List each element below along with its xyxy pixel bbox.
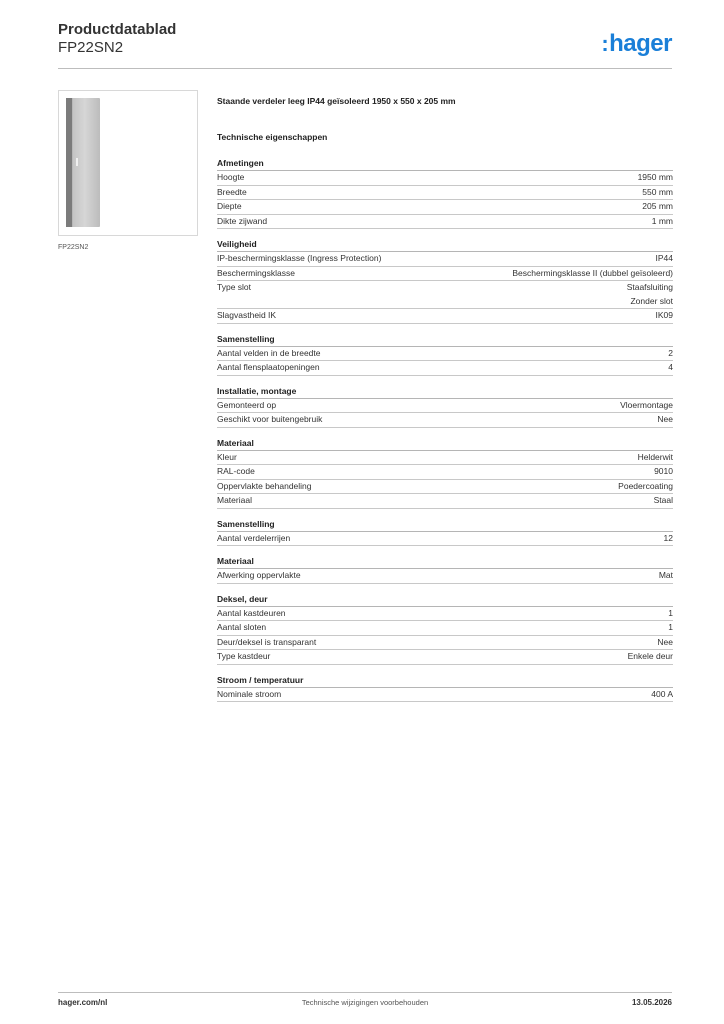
- cabinet-side-panel: [66, 98, 72, 227]
- logo-text: hager: [609, 30, 672, 57]
- spec-value: [668, 347, 673, 361]
- spec-row: [217, 186, 673, 201]
- spec-name: Geschikt voor buitengebruik: [217, 414, 323, 424]
- spec-name: Kleur: [217, 451, 237, 462]
- spec-name: Aantal flensplaatopeningen: [217, 362, 320, 372]
- footer-date: 13.05.2026: [631, 998, 672, 1007]
- spec-value: [656, 252, 674, 266]
- spec-value: [664, 532, 673, 546]
- spec-row: [217, 252, 673, 267]
- spec-value: [654, 465, 673, 479]
- spec-value-line: 205 mm: [642, 201, 673, 211]
- spec-name: Type kastdeur: [217, 651, 271, 661]
- spec-group-title: Materiaal: [217, 437, 673, 451]
- spec-row: [217, 399, 673, 414]
- spec-value-line: Mat: [658, 570, 673, 580]
- spec-row: [217, 347, 673, 362]
- spec-row: [217, 451, 673, 466]
- spec-name: IP-beschermingsklasse (Ingress Protection): [217, 253, 382, 263]
- spec-group: [217, 333, 673, 376]
- spec-name: Aantal verdelerrijen: [217, 532, 291, 543]
- spec-name: Dikte zijwand: [217, 215, 268, 226]
- spec-group-title: Deksel, deur: [217, 593, 673, 607]
- spec-value-line: 4: [668, 362, 673, 372]
- spec-value: [620, 399, 673, 413]
- spec-name: Beschermingsklasse: [217, 267, 295, 278]
- spec-value: [668, 361, 673, 375]
- spec-name: Nominale stroom: [217, 688, 282, 699]
- spec-value: [642, 200, 673, 214]
- spec-row: [217, 532, 673, 547]
- spec-name: Type slot: [217, 282, 252, 292]
- spec-group: [217, 555, 673, 584]
- spec-name: Slagvastheid IK: [217, 310, 277, 320]
- spec-name: Deur/deksel is transparant: [217, 636, 317, 647]
- spec-value-line: 550 mm: [642, 186, 673, 197]
- spec-value-line: 1: [668, 622, 673, 632]
- spec-group: [217, 674, 673, 703]
- spec-value-line: Helderwit: [637, 451, 673, 462]
- spec-value: [638, 171, 673, 185]
- spec-value-line: 12: [663, 532, 673, 543]
- cabinet-handle: [76, 158, 78, 166]
- spec-row: [217, 688, 673, 703]
- spec-value: [627, 281, 673, 308]
- spec-row: [217, 413, 673, 428]
- logo-colon-mark: :: [601, 31, 609, 56]
- spec-group: [217, 518, 673, 547]
- spec-value-line: Staal: [653, 495, 673, 505]
- spec-row: [217, 281, 673, 309]
- spec-value: [657, 413, 673, 427]
- spec-name: Breedte: [217, 186, 247, 197]
- spec-value-line: Staafsluiting: [626, 282, 673, 292]
- spec-value-line: Zonder slot: [630, 295, 673, 306]
- spec-row: [217, 636, 673, 651]
- product-image: [58, 90, 198, 236]
- spec-row: [217, 361, 673, 376]
- header-divider: [58, 68, 672, 69]
- spec-value-line: Enkele deur: [627, 651, 673, 661]
- document-header: [58, 21, 672, 57]
- spec-name: Diepte: [217, 201, 242, 211]
- spec-name: Aantal velden in de breedte: [217, 347, 321, 358]
- spec-value: [659, 569, 673, 583]
- spec-value-line: Nee: [657, 636, 673, 647]
- spec-row: [217, 650, 673, 665]
- spec-value-line: 400 A: [651, 688, 673, 699]
- spec-group: [217, 385, 673, 428]
- spec-value-line: 1: [668, 607, 673, 618]
- spec-row: [217, 621, 673, 636]
- spec-group-title: Afmetingen: [217, 157, 673, 171]
- spec-value: [654, 494, 673, 508]
- spec-value: [652, 215, 673, 229]
- spec-group: [217, 157, 673, 229]
- spec-value: [657, 636, 673, 650]
- spec-value-line: Beschermingsklasse II (dubbel geïsoleerd): [512, 267, 673, 278]
- spec-row: [217, 569, 673, 584]
- specification-content: [217, 95, 673, 711]
- spec-name: Aantal kastdeuren: [217, 607, 286, 618]
- spec-group-title: Samenstelling: [217, 333, 673, 347]
- product-description: Staande verdeler leeg IP44 geïsoleerd 1950 x 550 x 205 mm: [217, 96, 456, 106]
- spec-value: [656, 309, 674, 323]
- hager-logo: [601, 30, 672, 58]
- spec-value-line: Vloermontage: [620, 399, 673, 410]
- spec-group-title: Materiaal: [217, 555, 673, 569]
- spec-group: [217, 238, 673, 324]
- spec-name: Afwerking oppervlakte: [217, 570, 301, 580]
- spec-row: [217, 309, 673, 324]
- spec-value-line: 1 mm: [651, 215, 673, 226]
- spec-group-title: Veiligheid: [217, 238, 673, 252]
- image-caption: FP22SN2: [58, 244, 89, 251]
- spec-value-line: Poedercoating: [618, 480, 673, 491]
- spec-row: [217, 215, 673, 230]
- spec-value-line: IP44: [655, 253, 673, 263]
- spec-name: Gemonteerd op: [217, 399, 277, 410]
- spec-value: [512, 267, 673, 281]
- footer-divider: [58, 992, 672, 993]
- spec-name: Materiaal: [217, 495, 252, 505]
- spec-name: Oppervlakte behandeling: [217, 480, 312, 491]
- spec-value: [642, 186, 673, 200]
- spec-name: RAL-code: [217, 466, 255, 476]
- spec-group: [217, 593, 673, 665]
- spec-row: [217, 494, 673, 509]
- spec-value: [638, 451, 673, 465]
- spec-value-line: 9010: [654, 466, 673, 476]
- specification-groups: [217, 157, 673, 702]
- technical-properties-title: Technische eigenschappen: [217, 132, 328, 142]
- document-title: Productdatablad: [58, 21, 177, 38]
- spec-value-line: Nee: [657, 414, 673, 424]
- spec-name: Hoogte: [217, 172, 245, 182]
- spec-row: [217, 465, 673, 480]
- spec-row: [217, 267, 673, 282]
- spec-row: [217, 171, 673, 186]
- spec-row: [217, 607, 673, 622]
- spec-row: [217, 200, 673, 215]
- spec-group-title: Installatie, montage: [217, 385, 673, 399]
- spec-value-line: 2: [668, 347, 673, 358]
- spec-name: Aantal sloten: [217, 622, 267, 632]
- footer-website-link[interactable]: hager.com/nl: [58, 998, 108, 1007]
- spec-value: [668, 621, 673, 635]
- spec-group-title: Samenstelling: [217, 518, 673, 532]
- spec-value-line: 1950 mm: [637, 172, 673, 182]
- footer-disclaimer: Technische wijzigingen voorbehouden: [301, 998, 429, 1007]
- spec-value: [668, 607, 673, 621]
- spec-value: [628, 650, 673, 664]
- spec-value-line: IK09: [655, 310, 673, 320]
- spec-value: [651, 688, 673, 702]
- spec-value: [618, 480, 673, 494]
- spec-row: [217, 480, 673, 495]
- product-code: FP22SN2: [58, 39, 124, 56]
- spec-group-title: Stroom / temperatuur: [217, 674, 673, 688]
- distribution-cabinet-image: [66, 98, 100, 227]
- spec-group: [217, 437, 673, 509]
